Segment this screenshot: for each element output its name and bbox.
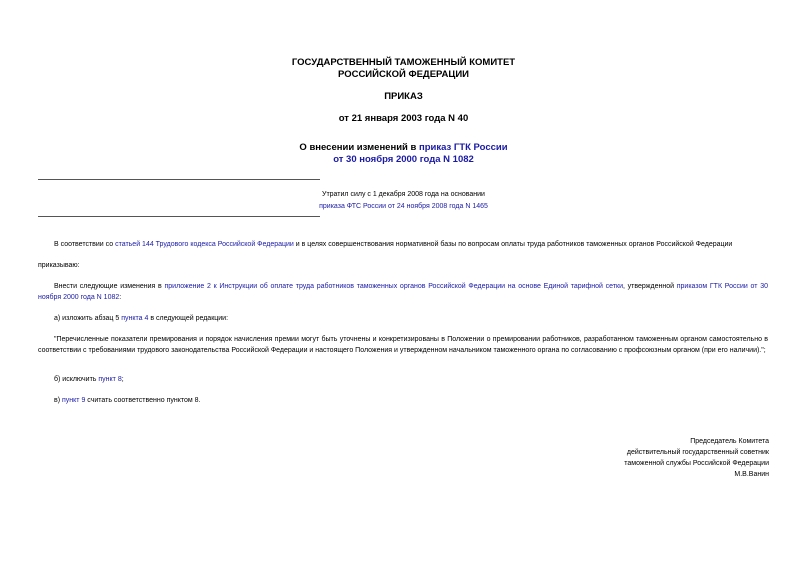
paragraph-quote: "Перечисленные показатели премирования и порядок начисления премии могут быть уточнены и конкретизированы в Положении о премировании работников, разработанном таможенным органом самостоятельно в соответствии с требованиями трудового законодательства Российской Федерации и настоящего Положения и утвержденном начальником таможенного органа по согласованию с профсоюзным органом (при его наличии)."; bbox=[38, 336, 768, 354]
paragraph-order: приказываю: bbox=[38, 262, 80, 269]
p4-text-b: в следующей редакции: bbox=[148, 315, 229, 322]
subject-link-order[interactable]: приказ ГТК России bbox=[419, 142, 508, 153]
paragraph-basis bbox=[38, 239, 768, 250]
p3-text-a: Внести следующие изменения в bbox=[54, 283, 165, 290]
paragraph-item-a bbox=[38, 313, 768, 324]
p4-text-a: а) изложить абзац 5 bbox=[54, 315, 122, 322]
p3-text-b: , утвержденной bbox=[623, 283, 677, 290]
p1-link-labor-code[interactable]: статьей 144 Трудового кодекса Российской Федерации bbox=[115, 241, 294, 248]
issuer-heading bbox=[0, 57, 807, 81]
p6-link-point8[interactable]: пункт 8 bbox=[98, 376, 122, 383]
paragraph-item-c bbox=[38, 395, 768, 406]
divider-top bbox=[38, 179, 320, 180]
p7-link-point9[interactable]: пункт 9 bbox=[62, 397, 86, 404]
document-subject bbox=[0, 142, 807, 166]
issuer-line-1: ГОСУДАРСТВЕННЫЙ ТАМОЖЕННЫЙ КОМИТЕТ bbox=[291, 57, 516, 68]
p4-link-point4[interactable]: пункта 4 bbox=[121, 315, 149, 322]
repeal-notice bbox=[0, 189, 807, 213]
subject-prefix: О внесении изменений в bbox=[299, 142, 420, 153]
p1-text-b: и в целях совершенствования нормативной базы по вопросам оплаты труда работников таможенных органов Российской Федерации bbox=[293, 241, 733, 248]
signature-title: Председатель Комитета bbox=[690, 438, 769, 445]
document-type: ПРИКАЗ bbox=[384, 91, 423, 102]
p7-text-a: в) bbox=[54, 397, 62, 404]
p3-link-order[interactable]: приказом ГТК России от 30 ноября 2000 года N 1082 bbox=[38, 283, 768, 301]
p6-text-b: ; bbox=[121, 376, 124, 383]
repeal-notice-link[interactable]: приказа ФТС России от 24 ноября 2008 года N 1465 bbox=[319, 203, 488, 210]
divider-bottom bbox=[38, 216, 320, 217]
p3-link-appendix[interactable]: приложение 2 к Инструкции об оплате труда работников таможенных органов Российской Федерации на основе Единой тарифной сетки bbox=[164, 283, 624, 290]
signature-block bbox=[469, 436, 769, 480]
p1-text-a: В соответствии со bbox=[54, 241, 116, 248]
p7-text-b: считать соответственно пунктом 8. bbox=[85, 397, 201, 404]
subject-line-1 bbox=[0, 142, 807, 154]
issuer-line-2: РОССИЙСКОЙ ФЕДЕРАЦИИ bbox=[337, 69, 469, 80]
paragraph-changes bbox=[38, 281, 768, 303]
document-date-number: от 21 января 2003 года N 40 bbox=[338, 113, 469, 124]
signature-rank: действительный государственный советник bbox=[626, 449, 769, 456]
p3-text-c: : bbox=[119, 294, 122, 301]
repeal-notice-text: Утратил силу с 1 декабря 2008 года на основании bbox=[322, 191, 485, 198]
signature-name: М.В.Ванин bbox=[734, 471, 769, 478]
subject-link-date[interactable]: от 30 ноября 2000 года N 1082 bbox=[333, 154, 474, 165]
paragraph-item-b bbox=[38, 374, 768, 385]
p6-text-a: б) исключить bbox=[54, 376, 99, 383]
signature-service: таможенной службы Российской Федерации bbox=[624, 460, 769, 467]
